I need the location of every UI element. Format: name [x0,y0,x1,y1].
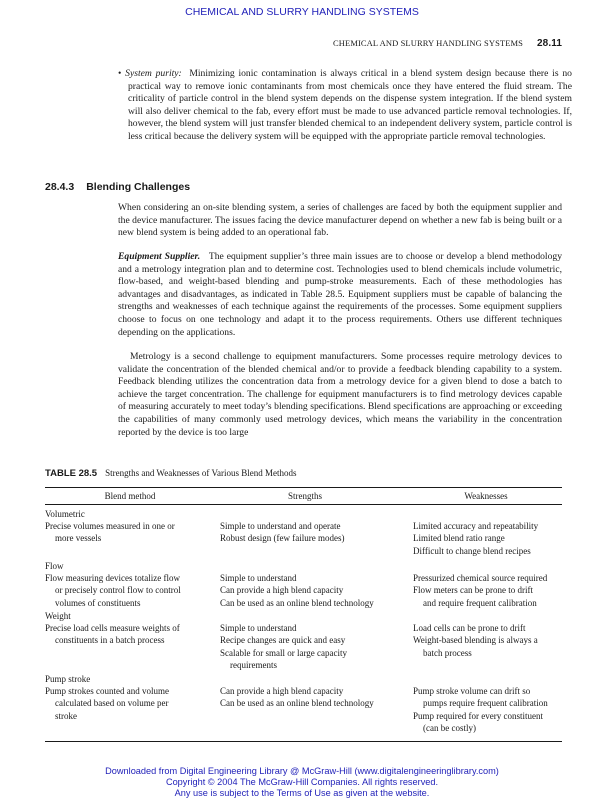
weight-method [45,622,220,647]
weakness-line: Pressurized chemical source required [413,573,548,583]
volumetric-weaknesses [413,520,573,557]
group-weight-name [45,610,220,622]
bullet-lead: System purity: [125,68,182,79]
strength-line: Robust design (few failure modes) [220,533,345,544]
weakness-line: Limited blend ratio range [413,533,505,544]
pump-stroke-method [45,685,220,722]
volumetric-method [45,520,220,545]
strength-line: Simple to understand [220,623,297,633]
flow-method [45,572,220,609]
method-line: volumes of constituents [55,597,141,608]
method-line: calculated based on volume per [55,698,169,709]
volumetric-strengths [220,520,410,545]
strength-line: Simple to understand [220,573,297,583]
group-volumetric-name [45,508,220,520]
weakness-line: Pump stroke volume can drift so [413,686,531,696]
table-caption-text: Strengths and Weaknesses of Various Blend Methods [105,468,297,478]
group-pump-stroke-name [45,673,220,685]
table-bottom-rule [45,741,562,742]
weakness-line: Flow meters can be prone to drift [413,585,533,596]
strength-line: Scalable for small or large capacity [220,647,348,658]
table-label: TABLE 28.5 [45,468,98,479]
header-strengths: Strengths [287,491,322,501]
weakness-line: Pump required for every constituent [413,710,543,721]
strength-line: Can be used as an online blend technology [220,698,374,709]
table-top-rule [45,487,562,488]
method-line: Pump strokes counted and volume [45,686,169,696]
method-line: or precisely control flow to control [55,585,181,596]
paragraph-equipment-supplier [118,251,562,339]
strength-line: Can be used as an online blend technology [220,597,374,608]
table-header-rule [45,504,562,505]
footer-copyright: Copyright © 2004 The McGraw-Hill Companies. All rights reserved. [165,776,439,787]
pump-stroke-weaknesses [413,685,573,735]
weakness-line: Difficult to change blend recipes [413,545,531,556]
section-title: Blending Challenges [86,181,191,193]
running-head [300,38,562,49]
group-name: Weight [45,611,71,621]
method-line: constituents in a batch process [55,635,165,646]
weight-strengths [220,622,410,672]
paragraph-intro: When considering an on-site blending system, a series of challenges are faced by both the equipment supplier and the device manufacturer. The issues facing the device manufacturer depend on whether a new fab is being built or a new blend system is being added to an operational fab. [118,202,562,239]
runin-heading: Equipment Supplier. [118,251,201,262]
bullet-system-purity [118,68,572,144]
group-flow-name [45,560,220,572]
paragraph-equipment-text: The equipment supplier’s three main issues are to choose or develop a blend methodology and a metrology integration plan and to determine cost. Technologies used to blend chemicals include volumetric, flow-based, and weight-based blending and pump-stroke measurements. Each of these methodologies has advantages and disadvantages, as indicated in Table 28.5. Equipment suppliers must be capable of balancing the strengths and weaknesses of each technique against the requirements of the processes. Some equipment suppliers choose to focus on one technology and adapt it to the process requirements. Others use different techniques depending on the applications. [118,251,562,338]
strength-line: Recipe changes are quick and easy [220,635,346,646]
method-line: Precise volumes measured in one or [45,521,175,531]
weight-weaknesses [413,622,573,659]
flow-strengths [220,572,410,609]
group-name: Volumetric [45,509,85,519]
header-blend-method: Blend method [104,491,156,501]
flow-weaknesses [413,572,573,609]
method-line: Flow measuring devices totalize flow [45,573,180,583]
strength-line: requirements [230,660,277,671]
weakness-line: and require frequent calibration [423,597,537,608]
strength-line: Can provide a high blend capacity [220,585,344,596]
weakness-line: (can be costly) [423,723,476,734]
section-heading [45,181,190,193]
paragraph-metrology: Metrology is a second challenge to equipment manufacturers. Some processes require metrology devices to validate the concentration of the blended chemical and/or to provide a feedback blending capability to a system. Feedback blending utilizes the concentration data from a metrology device for a given blend to dose a batch to achieve the target concentration. The challenge for equipment manufacturers is to find metrology devices capable of measuring accurately to meet today’s blending specifications. Blend specifications are approaching or exceeding the capabilities of many commonly used metrology devices, which means the variability in the concentration reported by the device is too large [118,351,562,438]
page-number: 28.11 [537,38,562,49]
pump-stroke-strengths [220,685,410,710]
header-weaknesses: Weaknesses [464,491,508,501]
strength-line: Can provide a high blend capacity [220,686,344,696]
copyright-footer [0,766,604,798]
table-caption [45,468,297,479]
strength-line: Simple to understand and operate [220,521,341,531]
group-name: Pump stroke [45,674,91,684]
weakness-line: Limited accuracy and repeatability [413,521,539,531]
download-banner: CHEMICAL AND SLURRY HANDLING SYSTEMS [185,6,419,18]
weakness-line: Weight-based blending is always a [413,635,538,646]
bullet-text: Minimizing ionic contamination is always critical in a blend system design because there is no practical way to remove ionic contaminants from most chemicals once they have entered the fluid stream. The criticality of particle control in the blend system depends on the dispense system integration. If the blend system will also deliver chemical to the fab, every effort must be made to use advanced particle removal technologies. If, however, the blend system will just transfer blended chemical to an independent delivery system, particle control is less critical because the delivery system will be equipped with the appropriate particle removal technologies. [128,68,572,142]
method-line: more vessels [55,533,102,544]
bullet-marker: • [118,68,122,79]
running-head-title: CHEMICAL AND SLURRY HANDLING SYSTEMS [333,38,524,48]
group-name: Flow [45,561,64,571]
method-line: Precise load cells measure weights of [45,623,180,633]
weakness-line: pumps require frequent calibration [423,698,548,709]
footer-terms: Any use is subject to the Terms of Use as given at the website. [174,787,430,798]
weakness-line: batch process [423,647,472,658]
weakness-line: Load cells can be prone to drift [413,623,526,633]
footer-download-link[interactable]: Downloaded from Digital Engineering Library @ McGraw-Hill (www.digitalengineeringlibrary.com) [105,766,499,776]
method-line: stroke [55,710,77,721]
section-number: 28.4.3 [45,181,75,193]
